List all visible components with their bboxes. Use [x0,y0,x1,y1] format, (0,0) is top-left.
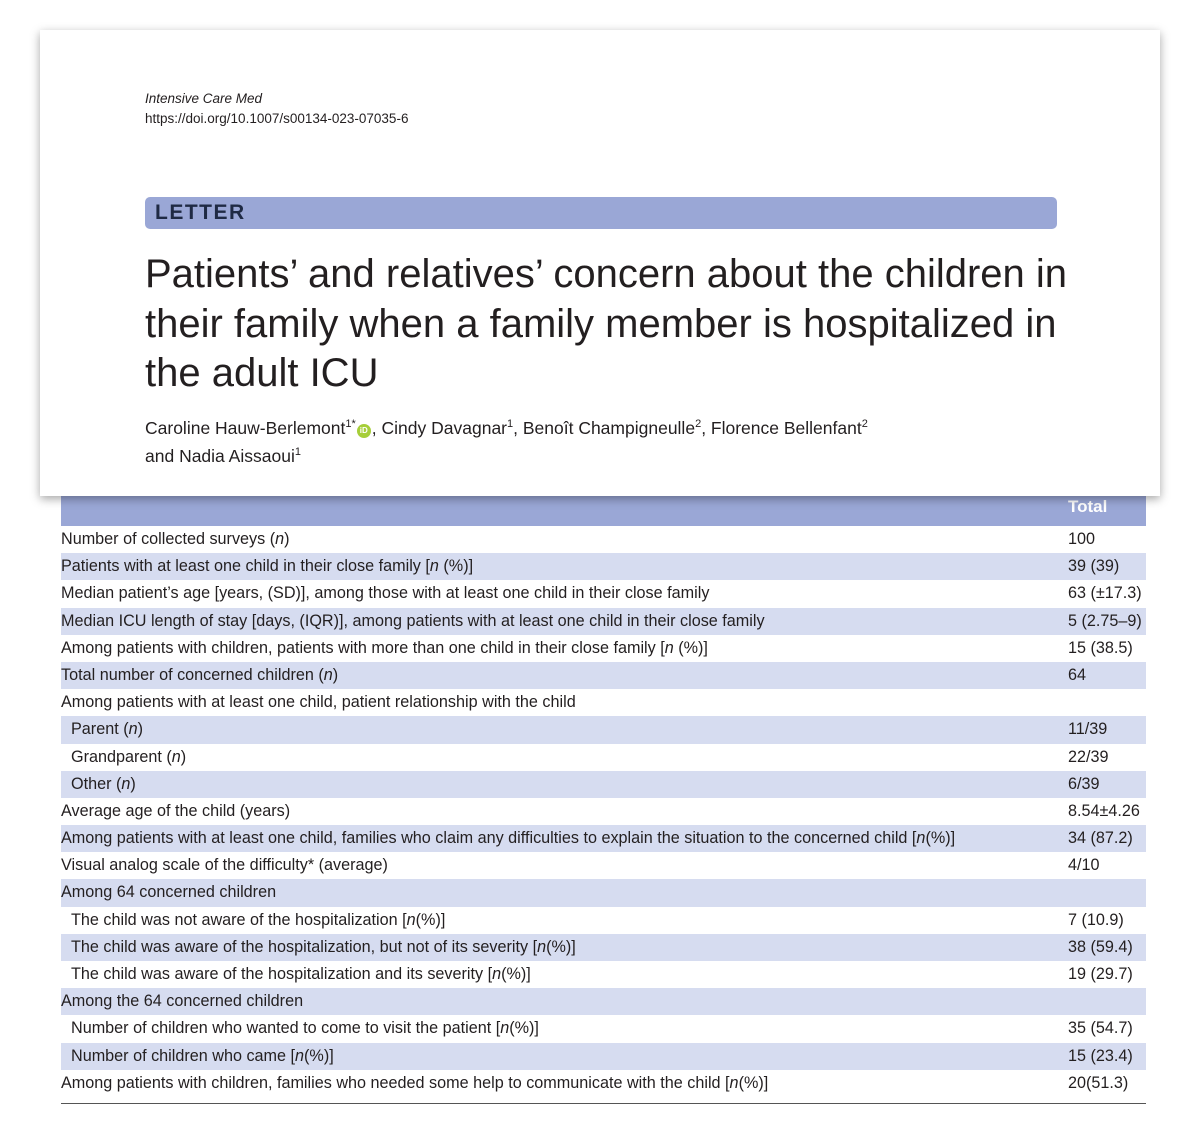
row-value: 7 (10.9) [1068,910,1124,929]
author-affiliation: 1* [345,418,356,431]
author-separator: , [701,418,711,438]
table-row [61,744,1146,771]
article-type-banner [145,197,1057,229]
journal-name: Intensive Care Med [145,91,263,106]
row-value: 4/10 [1068,856,1100,875]
row-value: 8.54±4.26 [1068,801,1140,820]
table-row [61,1015,1146,1042]
results-table [61,480,1146,1104]
author-name[interactable]: Nadia Aissaoui [179,446,295,466]
row-label: The child was not aware of the hospitalization [n(%)] [71,910,446,929]
author-separator: , [371,418,382,438]
row-label: Other (n) [71,774,136,793]
table-row [61,852,1146,879]
table-row [61,1043,1146,1070]
table-row [61,662,1146,689]
row-value: 6/39 [1068,774,1100,793]
table-row [61,608,1146,635]
author-name[interactable]: Caroline Hauw-Berlemont [145,418,346,438]
table-row [61,988,1146,1015]
row-label: Visual analog scale of the difficulty* (average) [61,856,388,875]
row-label: Number of collected surveys (n) [61,530,290,548]
row-label: Number of children who wanted to come to visit the patient [n(%)] [71,1019,539,1038]
orcid-icon[interactable]: iD [357,424,371,438]
author-affiliation: 1 [294,446,301,459]
author-name[interactable]: Cindy Davagnar [381,418,507,438]
row-label: Among patients with children, patients with more than one child in their close family [n (%)] [61,638,708,657]
row-value: 34 (87.2) [1068,829,1133,848]
row-label: Among the 64 concerned children [61,992,304,1011]
row-label: Among patients with children, families who needed some help to communicate with the child [n(%)] [61,1073,769,1092]
row-label: Patients with at least one child in their close family [n (%)] [61,557,474,576]
table-row [61,580,1146,607]
row-label: Among patients with at least one child, families who claim any difficulties to explain the situation to the concerned child [n(%)] [61,829,956,848]
total-column-header: Total [1068,497,1108,516]
table-row [61,934,1146,961]
article-type-label: LETTER [155,201,246,224]
author-name[interactable]: Benoît Champigneulle [522,418,696,438]
row-value: 35 (54.7) [1068,1019,1133,1038]
row-value: 63 (±17.3) [1068,584,1142,603]
row-value: 5 (2.75–9) [1068,611,1142,630]
table-row [61,771,1146,798]
row-value: 19 (29.7) [1068,965,1133,983]
table-row [61,825,1146,852]
row-value: 100 [1068,530,1096,548]
row-value: 38 (59.4) [1068,937,1133,956]
table-row [61,1070,1146,1097]
table-row [61,879,1146,906]
author-separator: , [513,418,523,438]
author-name[interactable]: Florence Bellenfant [710,418,862,438]
row-label: Median patient’s age [years, (SD)], among those with at least one child in their close family [61,584,710,603]
row-label: Among 64 concerned children [61,883,277,902]
author-affiliation: 2 [861,418,868,431]
row-label: The child was aware of the hospitalization and its severity [n(%)] [71,965,531,983]
table-row [61,798,1146,825]
table-body [61,526,1146,1097]
author-affiliation: 1 [507,418,514,431]
table-bottom-rule [61,1103,1146,1104]
row-value: 39 (39) [1068,557,1120,576]
table-row [61,961,1146,988]
row-value: 15 (23.4) [1068,1046,1133,1065]
table-row [61,716,1146,743]
row-label: Parent (n) [71,720,143,739]
article-header-card [40,30,1160,496]
row-label: Median ICU length of stay [days, (IQR)], among patients with at least one child in their close family [61,611,765,630]
row-value: 64 [1068,665,1087,684]
table-row [61,553,1146,580]
table-row [61,689,1146,716]
author-and: and [145,446,180,466]
author-affiliation: 2 [695,418,702,431]
row-value: 15 (38.5) [1068,638,1133,657]
row-label: Average age of the child (years) [61,801,291,820]
article-title: Patients’ and relatives’ concern about the children in their family when a family member is hospitalized in the adult ICU [145,252,1068,395]
table-row [61,526,1146,553]
table-row [61,635,1146,662]
row-label: Among patients with at least one child, patient relationship with the child [61,693,576,712]
row-value: 11/39 [1068,720,1108,739]
row-value: 22/39 [1068,747,1109,766]
row-label: Number of children who came [n(%)] [71,1046,334,1065]
row-value: 20(51.3) [1068,1073,1129,1092]
row-label: Grandparent (n) [71,747,187,766]
row-label: Total number of concerned children (n) [61,665,339,684]
author-list [145,414,1045,470]
doi-link[interactable]: https://doi.org/10.1007/s00134-023-07035-6 [145,111,409,126]
row-label: The child was aware of the hospitalization, but not of its severity [n(%)] [71,937,576,956]
table-row [61,907,1146,934]
